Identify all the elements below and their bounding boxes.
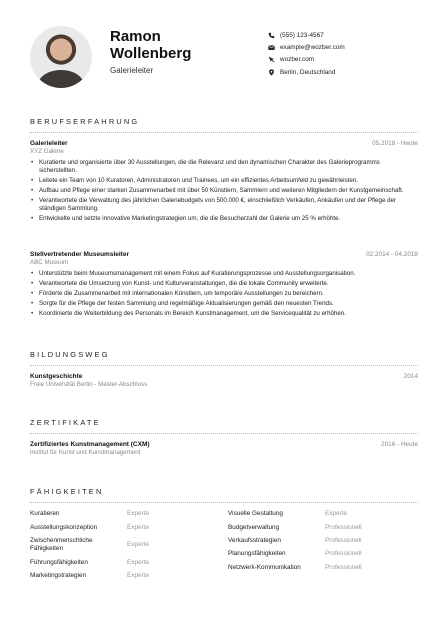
skill-level: Experte [325,510,348,518]
section-title: FÄHIGKEITEN [30,487,104,496]
bullet-list [30,270,418,318]
cursor-link-icon [268,56,280,63]
skills-column-left [30,507,210,582]
skill-row [228,507,408,521]
education-entry [30,373,418,389]
certificate-entry [30,441,418,457]
job-role: Stellvertretender Museumsleiter [30,251,129,258]
list-item: • Leitete ein Team von 10 Kuratoren, Administratoren und Trainees, um ein effizientes Arbeitsumfeld zu gewährleisten. [30,177,418,185]
skill-level: Professionell [325,536,362,544]
list-item: • Sorgte für die Pflege der festen Sammlung und regelmäßige Aktualisierungen gemäß den neuesten Trends. [30,300,418,308]
job-role: Galerieleiter [30,140,68,147]
skills-column-right [228,507,408,575]
list-item: • Unterstützte beim Museumsmanagement mit einem Fokus auf Kuratierungsprozesse und Ausstellungsorganisation. [30,270,418,278]
skill-level: Experte [127,558,150,566]
skill-row [228,547,408,561]
skill-row [228,534,408,547]
skill-row [30,507,210,521]
last-name: Wollenberg [110,45,192,62]
list-item: • Förderte die Zusammenarbeit mit internationalen Künstlern, um temporäre Ausstellungen zu bereichern. [30,290,418,298]
skill-row [30,556,210,569]
list-item: • Aufbau und Pflege einer starken Zusammenarbeit mit über 50 Künstlern, Sammlern und weiteren Mitgliedern der Kunstgemeinschaft. [30,187,418,195]
bullet-list [30,159,418,223]
list-item: • Verantwortete die Verwaltung des jährlichen Galeriebudgets von 500.000 €, einschließlich Verkäufen, Ankäufen und der Pflege der ständigen Sammlung. [30,197,418,213]
section-divider [30,132,418,133]
resume-header [0,0,448,110]
skill-row [30,569,210,582]
certificate-issuer: Institut für Kunst und Kunstmanagement [30,449,141,456]
skill-row [228,561,408,575]
experience-section-header [30,117,418,133]
company-name: ABC Museum [30,259,69,266]
skill-name: Visuelle Gestaltung [228,510,283,518]
envelope-icon [268,44,280,51]
skill-name: Marketingstrategien [30,571,87,579]
skill-level: Experte [127,523,150,531]
job-dates: 05.2018 - Heute [372,140,418,147]
section-divider [30,365,418,366]
skill-name: Planungsfähigkeiten [228,550,286,558]
first-name: Ramon [110,28,161,45]
skill-level: Experte [127,510,150,518]
skill-row [30,534,210,556]
contact-location [268,66,345,78]
section-title: BILDUNGSWEG [30,350,110,359]
phone-icon [268,32,280,39]
certificate-dates: 2016 - Heute [381,441,418,448]
certificates-section-header [30,418,418,434]
section-title: ZERTIFIKATE [30,418,101,427]
email-text[interactable]: example@wozber.com [280,43,345,51]
education-field: Kunstgeschichte [30,373,83,380]
skill-name: Kuratieren [30,510,60,518]
section-divider [30,433,418,434]
skill-row [228,521,408,534]
education-details: Freie Universität Berlin - Master-Abschluss [30,381,148,388]
contact-website [268,54,345,66]
education-section-header [30,350,418,366]
location-pin-icon [268,69,280,76]
skill-level: Professionell [325,564,362,572]
experience-entry [30,140,418,225]
website-text[interactable]: wozber.com [280,56,315,64]
skill-level: Experte [127,571,150,579]
section-title: BERUFSERFAHRUNG [30,117,140,126]
skill-name: Netzwerk-Kommunikation [228,564,301,572]
skill-level: Experte [127,541,150,549]
education-year: 2014 [403,373,418,380]
profile-photo [30,26,92,88]
list-item: • Kuratierte und organisierte über 30 Ausstellungen, die die Relevanz und den dynamischen Charakter des Galerieprogramms sicherstellten. [30,159,418,175]
contact-list [268,29,345,78]
list-item: • Koordinierte die Weiterbildung des Personals im Bereich Kunstmanagement, um die Servicequalität zu erhöhen. [30,310,418,318]
section-divider [30,502,418,503]
skill-name: Verkaufsstrategien [228,536,281,544]
certificate-name: Zertifiziertes Kunstmanagement (CXM) [30,441,150,448]
phone-text: (555) 123-4567 [280,31,324,39]
skill-name: Budgetverwaltung [228,523,280,531]
contact-phone [268,29,345,41]
full-name [110,28,240,62]
skill-row [30,521,210,534]
skills-section-header [30,487,418,503]
skill-name: Zwischenmenschliche Fähigkeiten [30,537,93,552]
list-item: • Entwickelte und setzte innovative Marketingstrategien um, die die Besucherzahl der Galerie um 25 % erhöhte. [30,215,418,223]
skill-name: Führungsfähigkeiten [30,558,88,566]
company-name: XYZ Galerie [30,148,64,155]
contact-email [268,41,345,53]
skill-level: Professionell [325,523,362,531]
location-text: Berlin, Deutschland [280,68,336,76]
skill-level: Professionell [325,550,362,558]
skill-name: Ausstellungskonzeption [30,523,98,531]
job-title: Galerieleiter [110,66,154,75]
experience-entry [30,251,418,320]
list-item: • Verantwortete die Umsetzung von Kunst- und Kulturveranstaltungen, die die lokale Community erweiterte. [30,280,418,288]
job-dates: 02.2014 - 04.2018 [366,251,418,258]
